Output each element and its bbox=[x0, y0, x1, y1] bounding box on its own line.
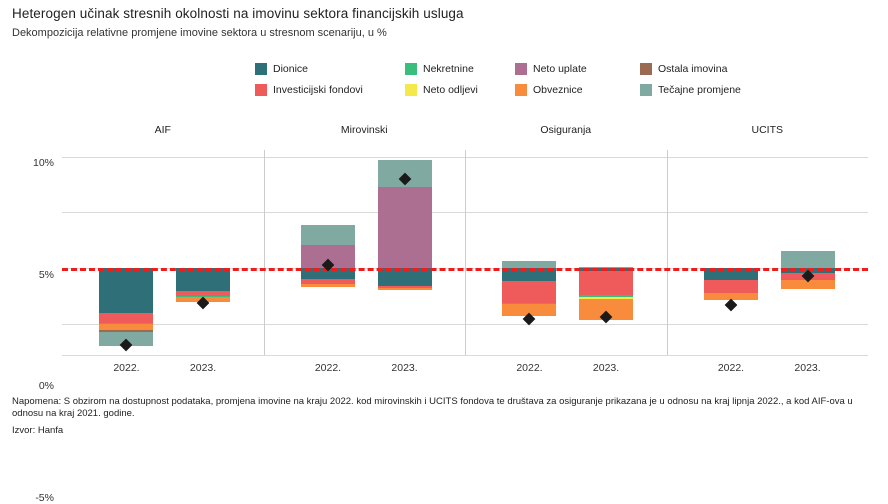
bar-segment bbox=[301, 284, 355, 287]
panel-separator bbox=[465, 150, 466, 355]
legend-item[interactable] bbox=[640, 63, 760, 75]
legend-label: Dionice bbox=[273, 62, 309, 75]
chart-legend bbox=[255, 58, 741, 100]
legend-label: Neto uplate bbox=[533, 62, 587, 75]
panel-separator bbox=[667, 150, 668, 355]
chart-source: Izvor: Hanfa bbox=[12, 425, 64, 436]
bar-segment bbox=[99, 313, 153, 323]
panel-separator bbox=[264, 150, 265, 355]
bar-segment bbox=[378, 187, 432, 268]
x-axis-tick-label: 2023. bbox=[592, 362, 620, 374]
legend-label: Nekretnine bbox=[423, 62, 474, 75]
bar-segment bbox=[704, 280, 758, 292]
panel-title: Osiguranja bbox=[540, 124, 592, 136]
panel-title: AIF bbox=[154, 124, 171, 136]
bar-segment bbox=[502, 261, 556, 268]
bar-segment bbox=[301, 225, 355, 245]
legend-item[interactable] bbox=[515, 63, 640, 75]
legend-label: Obveznice bbox=[533, 83, 583, 96]
bar-segment bbox=[176, 268, 230, 291]
bar-segment bbox=[378, 288, 432, 290]
x-axis-tick-label: 2022. bbox=[314, 362, 342, 374]
legend-swatch-icon bbox=[405, 84, 417, 96]
x-axis-tick-label: 2022. bbox=[516, 362, 543, 374]
stacked-bar[interactable] bbox=[579, 150, 633, 355]
x-axis-line bbox=[62, 355, 868, 356]
y-axis-tick-label: -5% bbox=[35, 491, 54, 504]
legend-swatch-icon bbox=[640, 63, 652, 75]
bar-segment bbox=[781, 251, 835, 268]
legend-swatch-icon bbox=[255, 63, 267, 75]
legend-item[interactable] bbox=[405, 84, 515, 96]
legend-item[interactable] bbox=[515, 84, 640, 96]
legend-swatch-icon bbox=[640, 84, 652, 96]
legend-label: Neto odljevi bbox=[423, 83, 478, 96]
stacked-bar[interactable] bbox=[176, 150, 230, 355]
legend-item[interactable] bbox=[405, 63, 515, 75]
panel-title-row bbox=[62, 124, 868, 140]
x-axis-ticks bbox=[62, 362, 868, 376]
x-axis-tick-label: 2022. bbox=[717, 362, 745, 374]
y-axis-tick-label: 5% bbox=[38, 268, 54, 281]
x-axis-tick-label: 2023. bbox=[391, 362, 418, 374]
stacked-bar[interactable] bbox=[301, 150, 355, 355]
x-axis-tick-label: 2022. bbox=[113, 362, 140, 374]
x-axis-tick-label: 2023. bbox=[794, 362, 821, 374]
legend-item[interactable] bbox=[255, 63, 405, 75]
y-axis-tick-label: 10% bbox=[32, 157, 54, 170]
zero-reference-line bbox=[62, 268, 868, 271]
legend-label: Investicijski fondovi bbox=[273, 83, 363, 96]
page-title: Heterogen učinak stresnih okolnosti na imovinu sektora financijskih usluga bbox=[12, 6, 464, 21]
bar-segment bbox=[99, 324, 153, 331]
stacked-bar[interactable] bbox=[781, 150, 835, 355]
legend-label: Ostala imovina bbox=[658, 62, 728, 75]
legend-item[interactable] bbox=[255, 84, 405, 96]
bar-segment bbox=[502, 281, 556, 302]
stacked-bar[interactable] bbox=[99, 150, 153, 355]
legend-swatch-icon bbox=[515, 63, 527, 75]
bar-segment bbox=[99, 268, 153, 313]
chart-note: Napomena: S obzirom na dostupnost podataka, promjena imovine na kraju 2022. kod mirovinskih i UCITS fondova te društava za osiguranje prikazana je u odnosu na kraj lipnja 2022., a kod AIF-ova u odnosu na kraj 2021. godine. bbox=[12, 396, 853, 419]
legend-item[interactable] bbox=[640, 84, 760, 96]
legend-swatch-icon bbox=[255, 84, 267, 96]
y-axis-tick-label: 0% bbox=[38, 380, 54, 393]
legend-label: Tečajne promjene bbox=[658, 83, 741, 96]
panel-title: Mirovinski bbox=[340, 124, 388, 136]
x-axis-tick-label: 2023. bbox=[189, 362, 217, 374]
page-subtitle: Dekompozicija relativne promjene imovine sektora u stresnom scenariju, u % bbox=[12, 27, 387, 39]
legend-swatch-icon bbox=[515, 84, 527, 96]
stacked-bar[interactable] bbox=[704, 150, 758, 355]
legend-swatch-icon bbox=[405, 63, 417, 75]
panel-title: UCITS bbox=[751, 124, 783, 136]
bar-segment bbox=[579, 271, 633, 294]
